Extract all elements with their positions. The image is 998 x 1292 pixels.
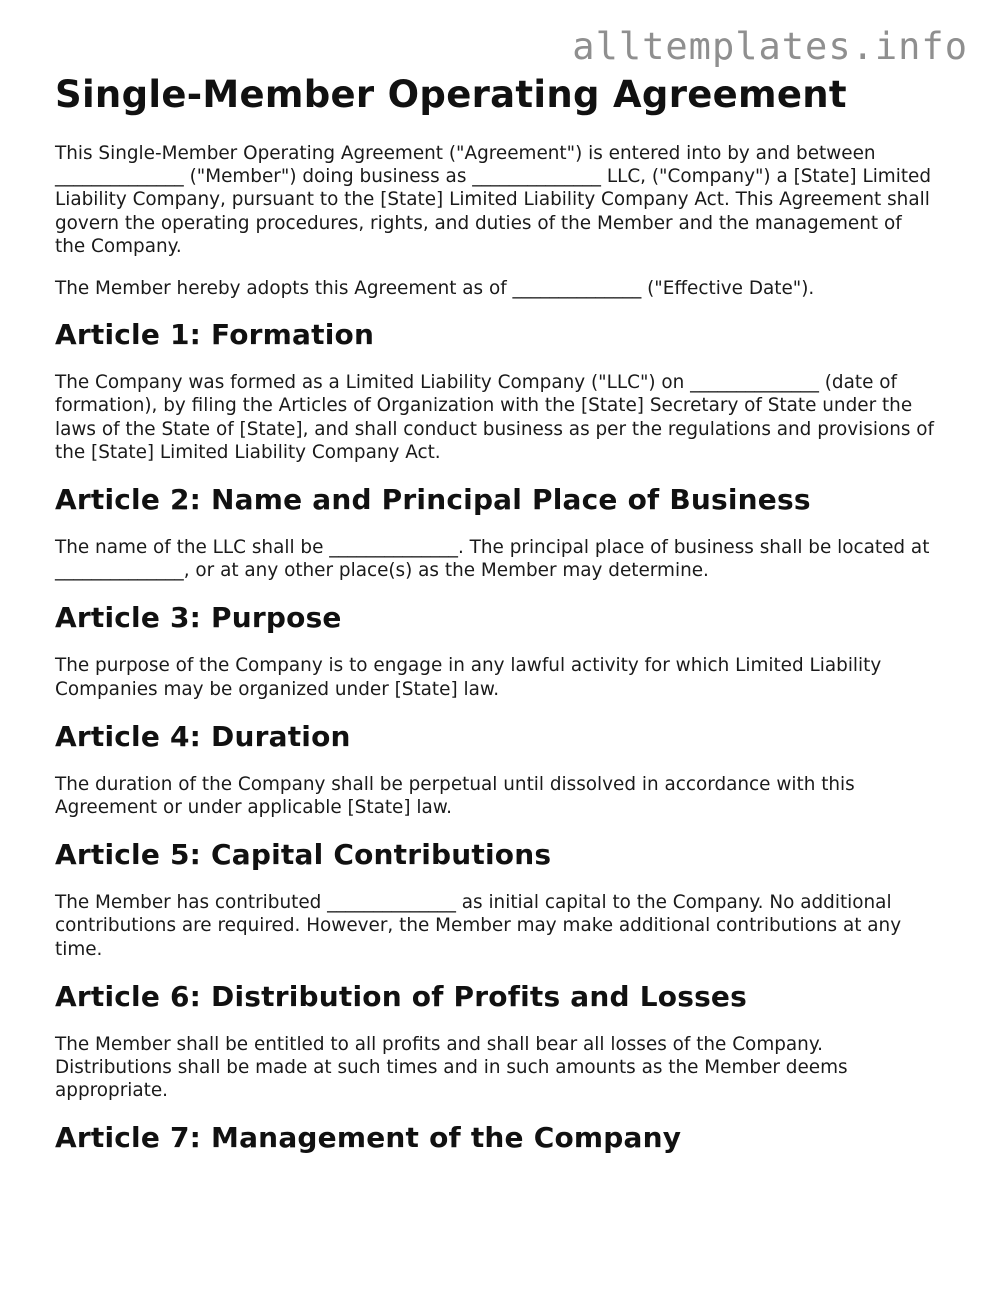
article-4 <box>55 720 935 819</box>
article-2 <box>55 483 935 582</box>
article-heading: Article 5: Capital Contributions <box>55 838 552 872</box>
article-3 <box>55 601 935 700</box>
article-7 <box>55 1121 935 1155</box>
article-body: The Member shall be entitled to all profits and shall bear all losses of the Company. Distributions shall be made at such times and in such amounts as the Member deems appropriate. <box>55 1033 848 1102</box>
article-body: The name of the LLC shall be ______________. The principal place of business shall be located at ______________, or at any other place(s) as the Member may determine. <box>55 537 930 582</box>
article-heading: Article 6: Distribution of Profits and Losses <box>55 979 747 1013</box>
article-6 <box>55 980 935 1103</box>
article-heading: Article 4: Duration <box>55 719 351 753</box>
document-title: Single-Member Operating Agreement <box>55 73 847 116</box>
article-body: The Company was formed as a Limited Liability Company ("LLC") on ______________ (date of formation), by filing the Articles of Organization with the [State] Secretary of State under the laws of the State of [State], and shall conduct business as per the regulations and provisions of the [State] Limited Liability Company Act. <box>55 372 935 463</box>
article-heading: Article 2: Name and Principal Place of Business <box>55 483 811 517</box>
article-heading: Article 1: Formation <box>55 318 375 352</box>
article-heading: Article 7: Management of the Company <box>55 1121 682 1155</box>
intro-section <box>55 142 935 300</box>
article-body: The duration of the Company shall be perpetual until dissolved in accordance with this Agreement or under applicable [State] law. <box>55 773 855 819</box>
article-body: The purpose of the Company is to engage in any lawful activity for which Limited Liability Companies may be organized under [State] law. <box>55 655 882 700</box>
document-page <box>55 72 935 1174</box>
article-5 <box>55 838 935 961</box>
article-body: The Member has contributed ______________ as initial capital to the Company. No additional contributions are required. However, the Member may make additional contributions at any time. <box>55 892 902 960</box>
effective-date-paragraph: The Member hereby adopts this Agreement as of ______________ ("Effective Date"). <box>55 278 815 300</box>
intro-paragraph: This Single-Member Operating Agreement ("Agreement") is entered into by and between ______________ ("Member") doing business as ______________ LLC, ("Company") a [State] Limited Liability Company, pursuant to the [State] Limited Liability Company Act. This Agreement shall govern the operating procedures, rights, and duties of the Member and the management of the Company. <box>55 143 932 257</box>
article-1 <box>55 318 935 464</box>
watermark: alltemplates.info <box>572 25 968 68</box>
article-heading: Article 3: Purpose <box>55 601 342 635</box>
